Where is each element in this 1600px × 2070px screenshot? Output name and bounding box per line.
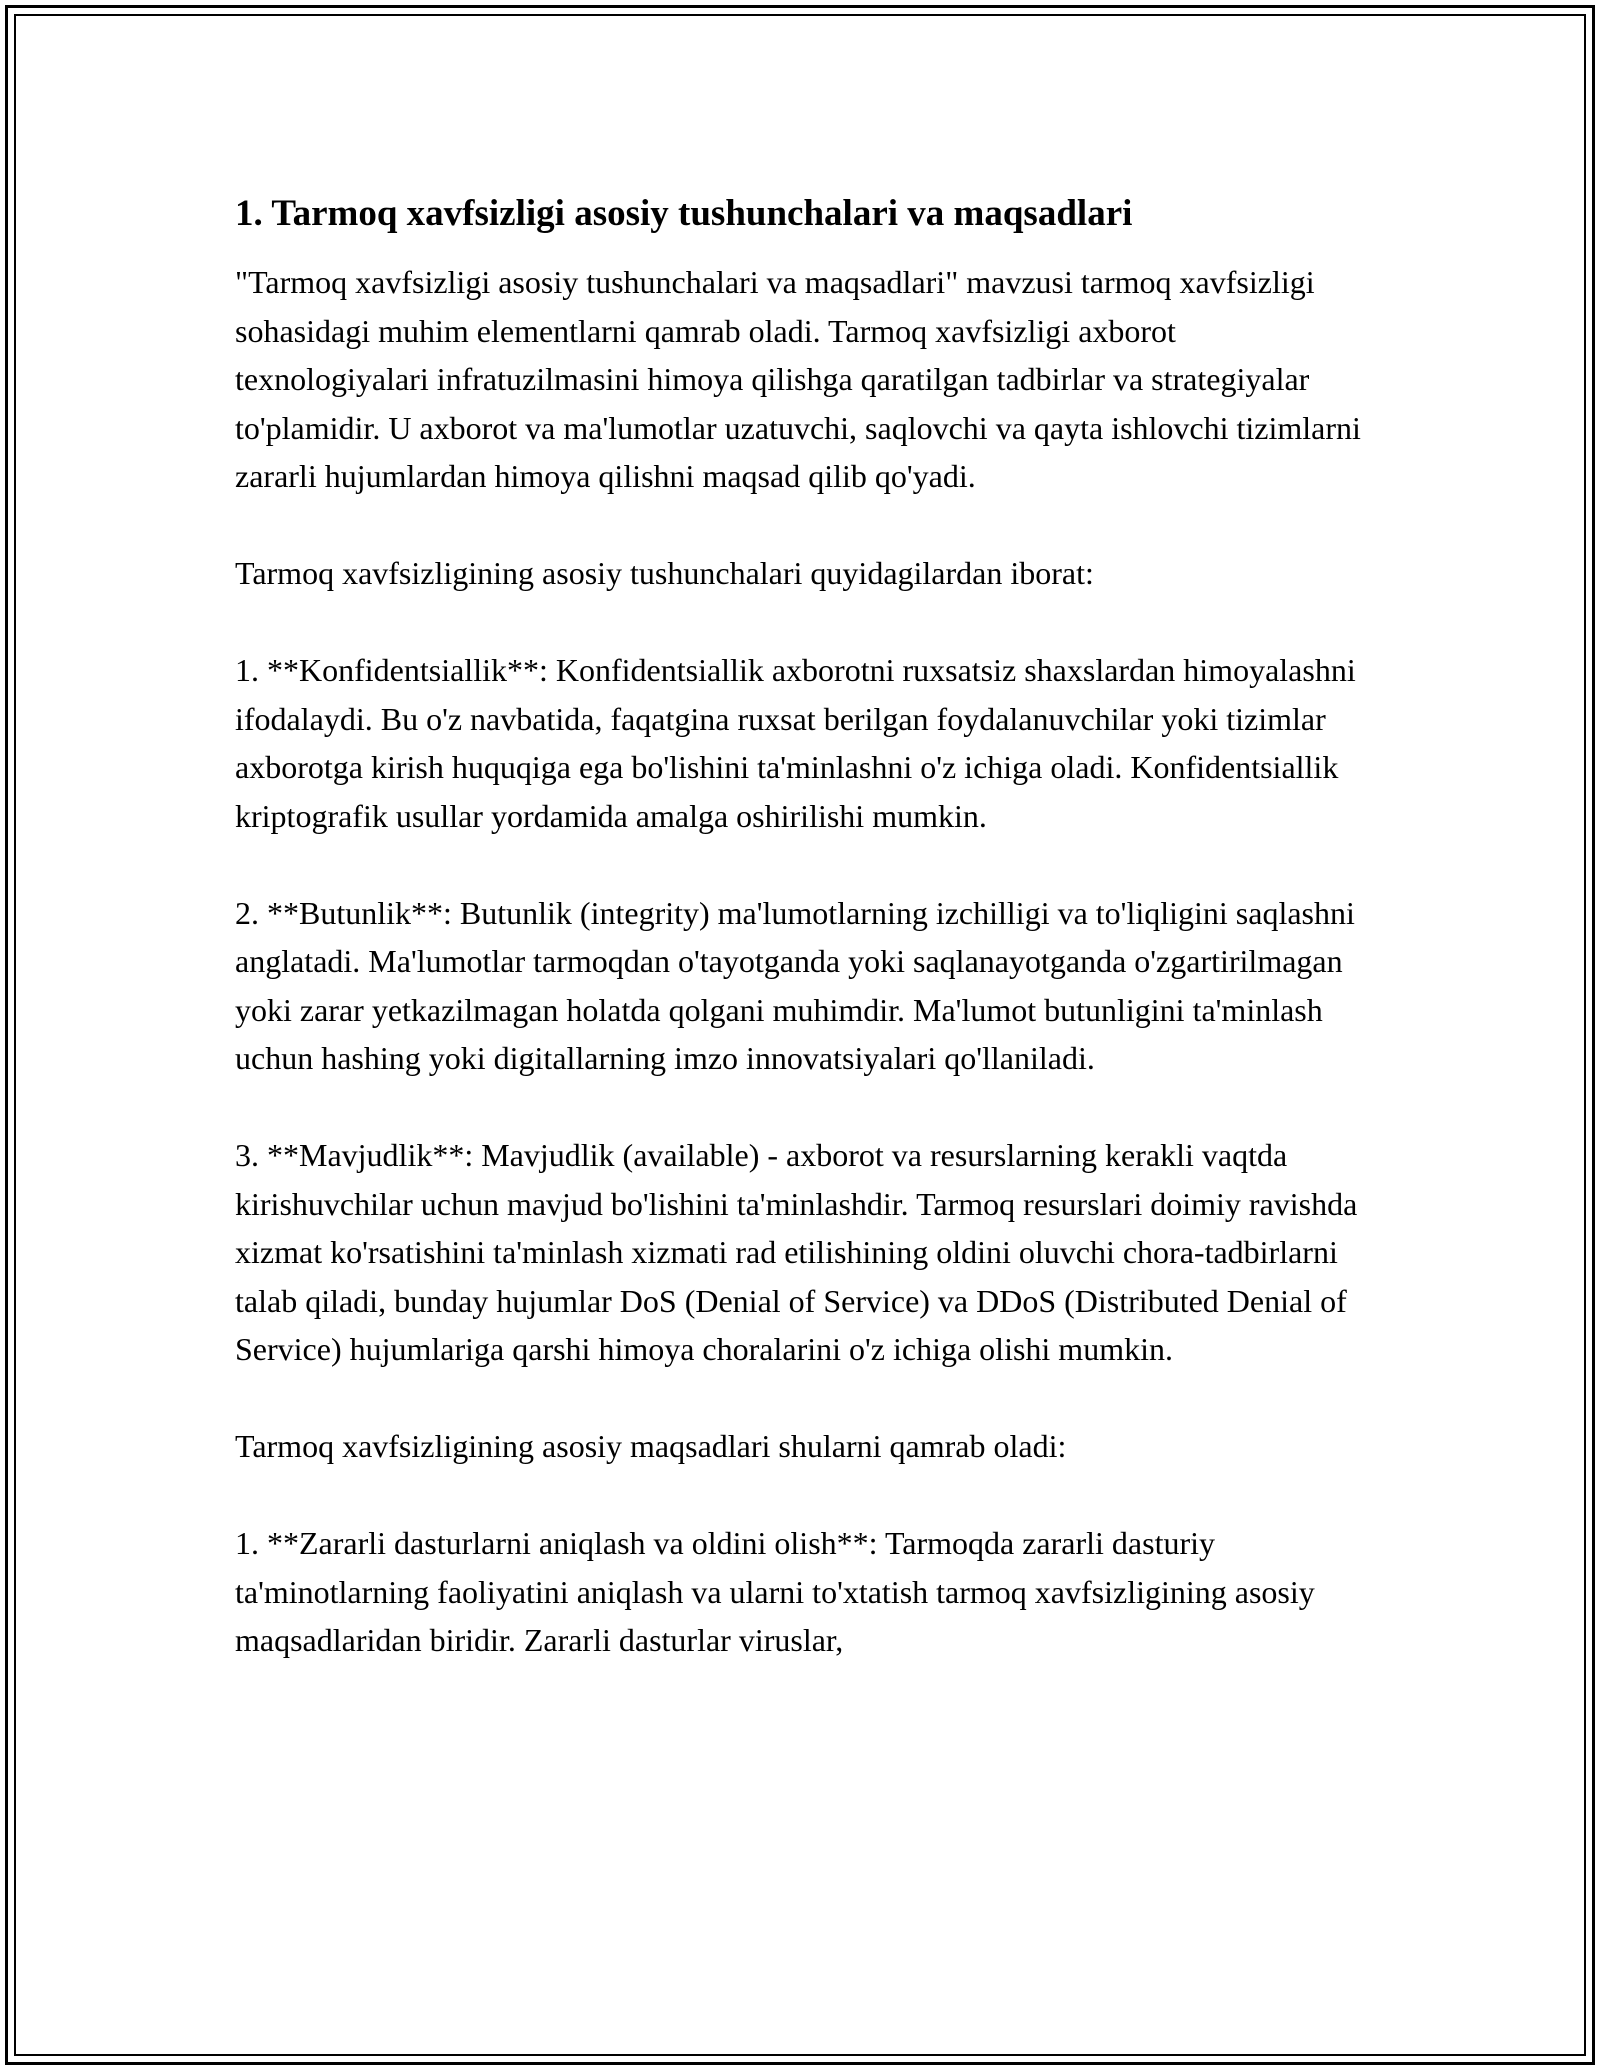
document-title: 1. Tarmoq xavfsizligi asosiy tushunchalari va maqsadlari — [235, 193, 1133, 234]
document-body — [235, 190, 1365, 1665]
paragraph-availability: 3. **Mavjudlik**: Mavjudlik (available) - axborot va resurslarning kerakli vaqtda kirishuvchilar uchun mavjud bo'lishini ta'minlashdir. Tarmoq resurslari doimiy ravishda xizmat ko'rsatishini ta'minlash xizmati rad etilishining oldini oluvchi chora-tadbirlarni talab qiladi, bunday hujumlar DoS (Denial of Service) va DDoS (Distributed Denial of Service) hujumlariga qarshi himoya choralarini o'z ichiga olishi mumkin. — [235, 1137, 1358, 1367]
paragraph-goals-heading: Tarmoq xavfsizligining asosiy maqsadlari shularni qamrab oladi: — [235, 1428, 1067, 1464]
paragraph-confidentiality: 1. **Konfidentsiallik**: Konfidentsiallik axborotni ruxsatsiz shaxslardan himoyalashni ifodalaydi. Bu o'z navbatida, faqatgina ruxsat berilgan foydalanuvchilar yoki tizimlar axborotga kirish huquqiga ega bo'lishini ta'minlashni o'z ichiga oladi. Konfidentsiallik kriptografik usullar yordamida amalga oshirilishi mumkin. — [235, 652, 1356, 834]
paragraph-concepts-heading: Tarmoq xavfsizligining asosiy tushunchalari quyidagilardan iborat: — [235, 555, 1094, 591]
paragraph-integrity: 2. **Butunlik**: Butunlik (integrity) ma'lumotlarning izchilligi va to'liqligini saqlashni anglatadi. Ma'lumotlar tarmoqdan o'tayotganda yoki saqlanayotganda o'zgartirilmagan yoki zarar yetkazilmagan holatda qolgani muhimdir. Ma'lumot butunligini ta'minlash uchun hashing yoki digitallarning imzo innovatsiyalari qo'llaniladi. — [235, 894, 1355, 1076]
paragraph-malware-detection: 1. **Zararli dasturlarni aniqlash va oldini olish**: Tarmoqda zararli dasturiy ta'minotlarning faoliyatini aniqlash va ularni to'xtatish tarmoq xavfsizligining asosiy maqsadlaridan biridir. Zararli dasturlar viruslar, — [235, 1525, 1315, 1658]
paragraph-intro: "Tarmoq xavfsizligi asosiy tushunchalari va maqsadlari" mavzusi tarmoq xavfsizligi sohasidagi muhim elementlarni qamrab oladi. Tarmoq xavfsizligi axborot texnologiyalari infratuzilmasini himoya qilishga qaratilgan tadbirlar va strategiyalar to'plamidir. U axborot va ma'lumotlar uzatuvchi, saqlovchi va qayta ishlovchi tizimlarni zararli hujumlardan himoya qilishni maqsad qilib qo'yadi. — [235, 264, 1361, 494]
